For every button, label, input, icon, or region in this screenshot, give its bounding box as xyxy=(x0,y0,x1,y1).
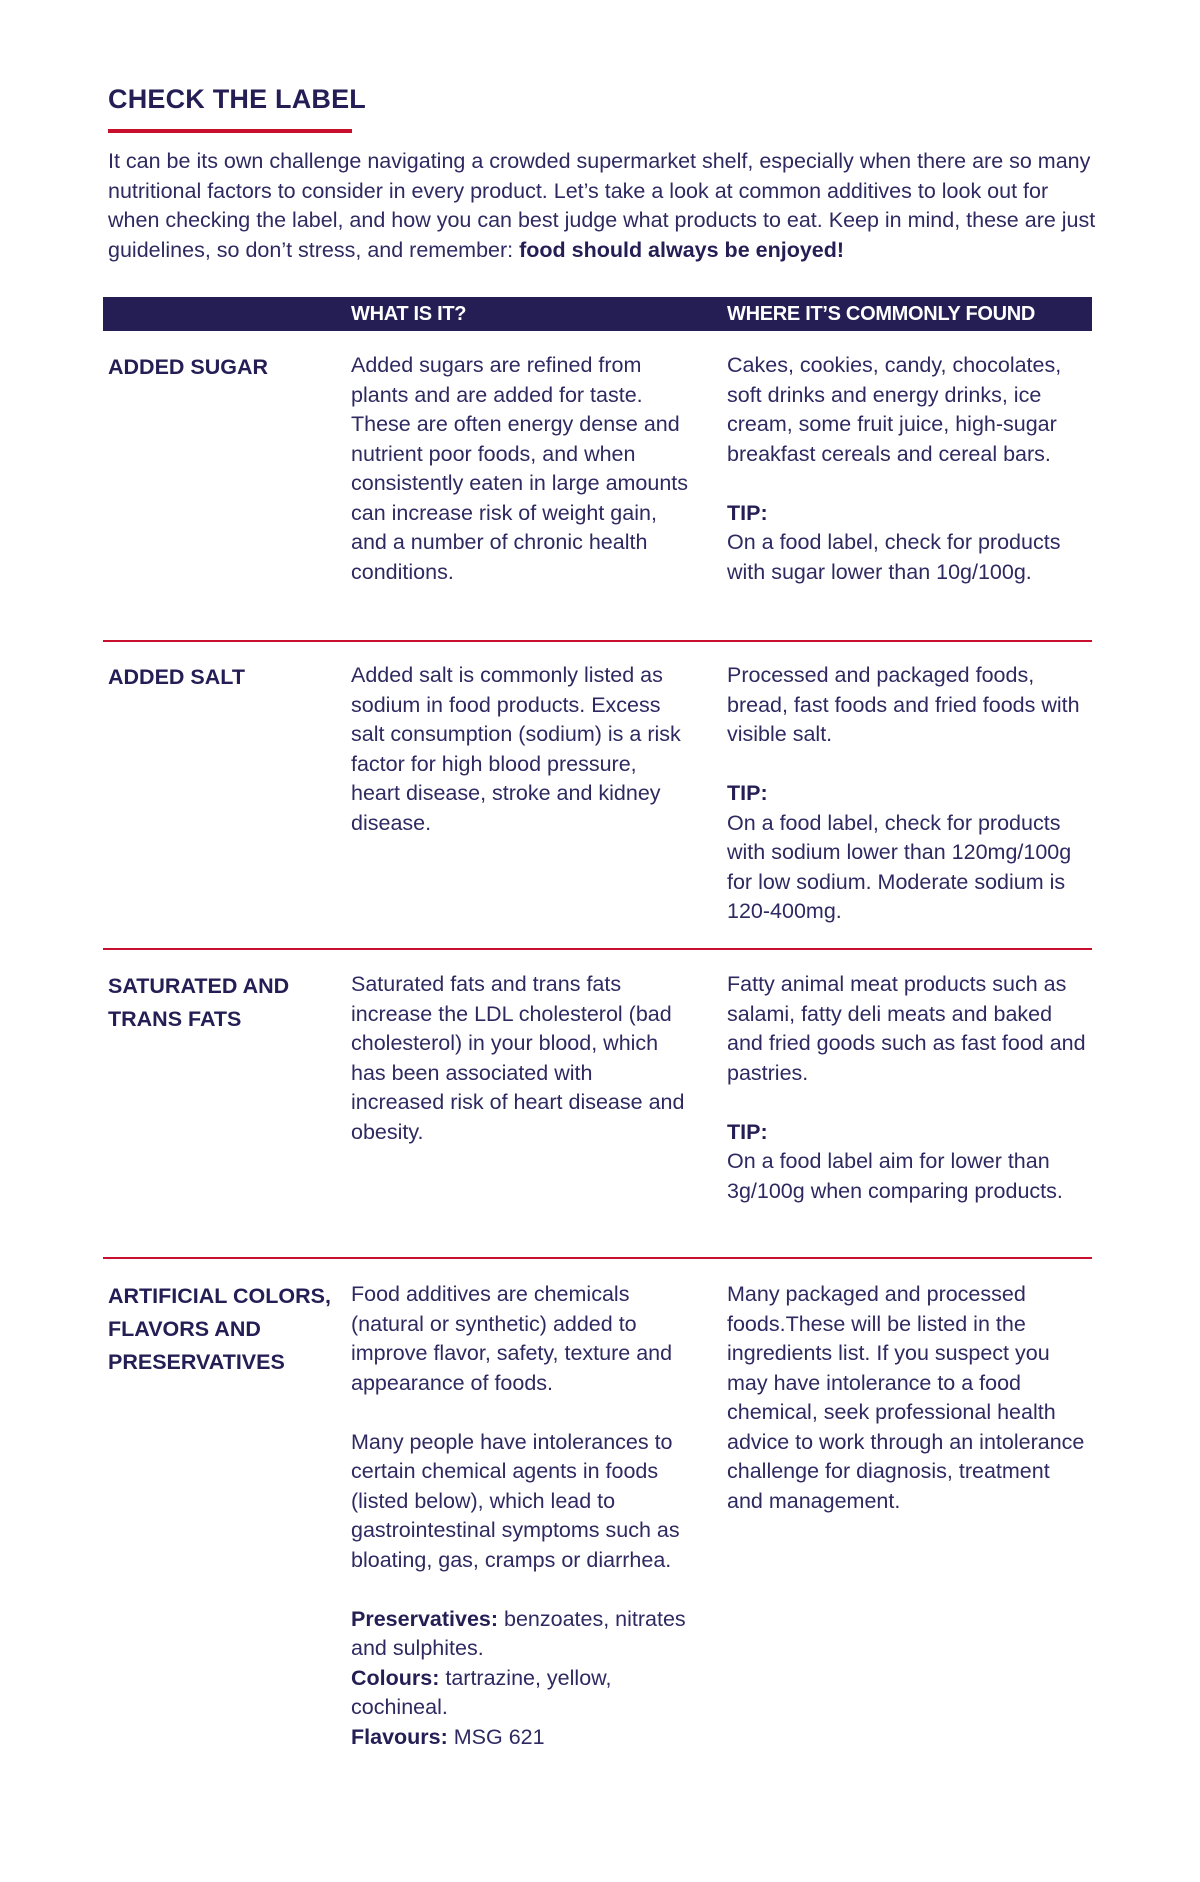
what-text: Added salt is commonly listed as sodium in food products. Excess salt consumption (sodium) is a risk factor for high blood pressure, heart disease, stroke and kidney disease. xyxy=(351,663,681,835)
row-where xyxy=(727,661,1087,927)
row-what xyxy=(351,351,691,587)
row-title: ADDED SUGAR xyxy=(108,355,269,379)
additive-value: MSG 621 xyxy=(447,1724,545,1749)
additive-label: Flavours: xyxy=(351,1724,448,1749)
what-text: Added sugars are refined from plants and are added for taste. These are often energy dense and nutrient poor foods, and when consistently eaten in large amounts can increase risk of weight gain, and a number of chronic health conditions. xyxy=(351,353,689,584)
additive-preservatives xyxy=(351,1605,691,1664)
row-where xyxy=(727,1280,1087,1516)
row-where xyxy=(727,351,1087,587)
additive-label: Colours: xyxy=(351,1665,440,1690)
intro-emphasis: food should always be enjoyed! xyxy=(519,237,845,262)
what-text: Food additives are chemicals (natural or synthetic) added to improve flavor, safety, texture and appearance of foods. xyxy=(351,1282,673,1395)
row-divider xyxy=(103,640,1092,642)
header-where: WHERE IT’S COMMONLY FOUND xyxy=(727,303,1036,325)
where-text: Processed and packaged foods, bread, fast foods and fried foods with visible salt. xyxy=(727,663,1080,746)
header-what: WHAT IS IT? xyxy=(351,303,467,325)
additive-value: tartrazine, yellow, cochineal. xyxy=(351,1665,612,1719)
additive-colours xyxy=(351,1664,691,1723)
additive-value: benzoates, nitrates and sulphites. xyxy=(351,1606,686,1660)
intro-paragraph xyxy=(108,147,1098,265)
tip-text: On a food label, check for products with sodium lower than 120mg/100g for low sodium. Moderate sodium is 120-400mg. xyxy=(727,810,1072,923)
page-title: CHECK THE LABEL xyxy=(108,84,366,114)
row-what xyxy=(351,661,691,838)
row-title: SATURATED AND TRANS FATS xyxy=(108,974,290,1031)
where-text: Fatty animal meat products such as salami, fatty deli meats and baked and fried goods such as fast food and pastries. xyxy=(727,972,1086,1085)
tip-label: TIP: xyxy=(727,781,768,805)
row-title: ARTIFICIAL COLORS, FLAVORS AND PRESERVATIVES xyxy=(108,1284,331,1374)
row-what xyxy=(351,970,691,1147)
what-text: Saturated fats and trans fats increase the LDL cholesterol (bad cholesterol) in your blood, which has been associated with increased risk of heart disease and obesity. xyxy=(351,972,685,1144)
row-what xyxy=(351,1280,691,1752)
where-text: Cakes, cookies, candy, chocolates, soft drinks and energy drinks, ice cream, some fruit juice, high-sugar breakfast cereals and cereal bars. xyxy=(727,353,1062,466)
title-underline xyxy=(108,129,352,133)
where-text: Many packaged and processed foods.These will be listed in the ingredients list. If you suspect you may have intolerance to a food chemical, seek professional health advice to work through an intolerance challenge for diagnosis, treatment and management. xyxy=(727,1282,1085,1513)
row-where xyxy=(727,970,1087,1206)
intro-text: It can be its own challenge navigating a crowded supermarket shelf, especially when there are so many nutritional factors to consider in every product. Let’s take a look at common additives to look out for when checking the label, and how you can best judge what products to eat. Keep in mind, these are just guidelines, so don’t stress, and remember: xyxy=(108,149,1096,262)
row-divider xyxy=(103,1257,1092,1259)
tip-text: On a food label aim for lower than 3g/100g when comparing products. xyxy=(727,1149,1063,1203)
row-title: ADDED SALT xyxy=(108,665,245,689)
tip-label: TIP: xyxy=(727,500,768,525)
what-text-2: Many people have intolerances to certain chemical agents in foods (listed below), which lead to gastrointestinal symptoms such as bloating, gas, cramps or diarrhea. xyxy=(351,1429,680,1572)
additive-label: Preservatives: xyxy=(351,1606,499,1631)
additive-flavours xyxy=(351,1723,691,1753)
table-header xyxy=(103,297,1092,331)
tip-label: TIP: xyxy=(727,1119,768,1144)
tip-text: On a food label, check for products with sugar lower than 10g/100g. xyxy=(727,530,1061,584)
row-divider xyxy=(103,948,1092,950)
